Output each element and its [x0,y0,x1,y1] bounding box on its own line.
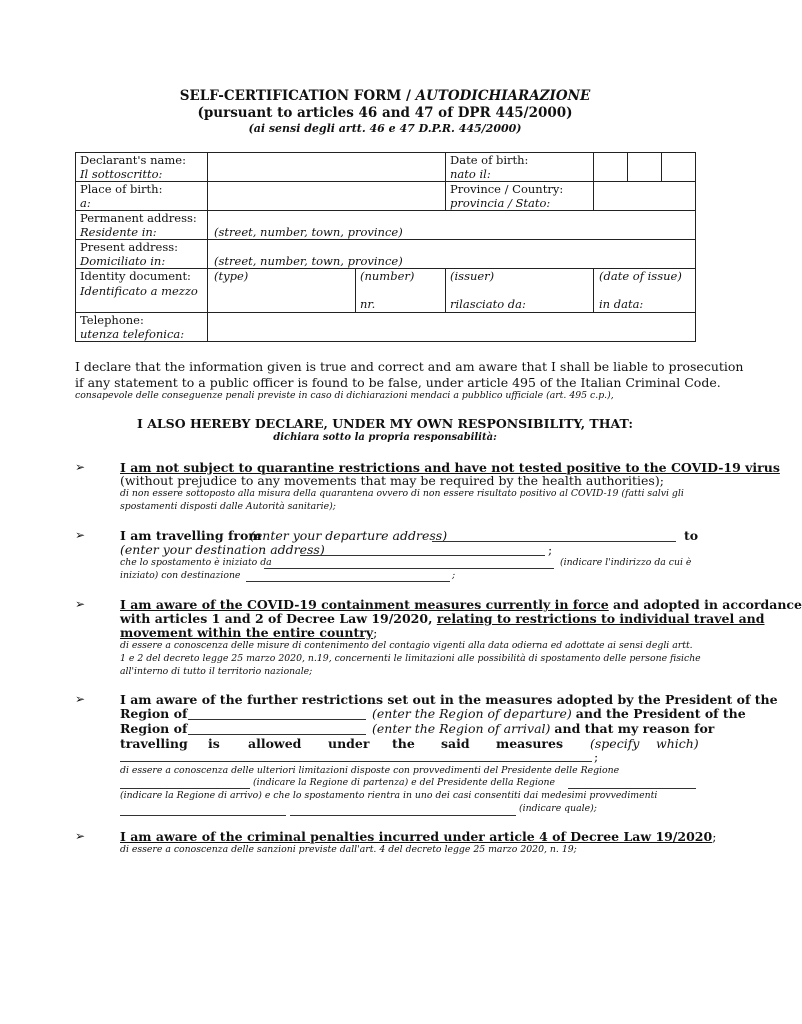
bullet5-it: di essere a conoscenza delle sanzioni previste dall'art. 4 del decreto legge 25 marzo 2020, n. 19; [120,844,577,855]
bullet3-line2 [120,611,765,626]
bullet4-it2: (indicare la Regione di partenza) e del Presidente della Regione [253,777,555,788]
bullet3-line1a: I am aware of the COVID-19 containment measures currently in force [120,597,609,612]
telephone-label: Telephone: [80,313,144,327]
bullet4-it1: di essere a conoscenza delle ulteriori limitazioni disposte con provvedimenti del Presidente delle Regione [120,765,620,776]
id-issuer-label-it: rilasciato da: [450,297,526,311]
bullet4-l3b [372,721,714,736]
id-date-field[interactable]: (date of issue) [599,269,682,283]
bullet4-l4g: measures [496,736,563,751]
departure-region-hint: (enter the Region of departure) [372,706,572,721]
id-number-field[interactable]: (number) [360,269,415,283]
pob-field[interactable] [208,182,444,209]
bullet-icon: ➢ [75,597,86,611]
bullet4-l3a: Region of [120,721,188,736]
bullet3-line3-end: ; [373,625,378,640]
bullet1-line2 [120,473,664,488]
bullet4-l2a: Region of [120,706,188,721]
bullet3-line3 [120,625,377,640]
bullet1-it2: spostamenti disposti dalle Autorità sanitarie); [120,501,336,512]
pob-label-it: a: [80,196,91,210]
pob-label: Place of birth: [80,182,163,196]
also-declare-heading-it: dichiara sotto la propria responsabilità: [273,432,497,443]
dob-year-field[interactable] [662,153,694,180]
bullet4-it3: (indicare la Regione di arrivo) e che lo spostamento rientra in uno dei casi consentiti dai medesimi provvedimenti [120,790,658,801]
declarant-label: Declarant's name: [80,153,186,167]
dob-label: Date of birth: [450,153,529,167]
declaration-italian: consapevole delle conseguenze penali previste in caso di dichiarazioni mendaci a pubblico ufficiale (art. 495 c.p.), [75,390,614,401]
bullet1-it1: di non essere sottoposto alla misura della quarantena ovvero di non essere risultato positivo al COVID-19 (fatti salvi gli [120,488,684,499]
permanent-address-hint[interactable]: (street, number, town, province) [214,225,403,239]
bullet5-line1 [120,829,716,844]
province-label-it: provincia / Stato: [450,196,551,210]
bullet4-l4b: is [208,736,220,751]
bullet4-l4f: said [441,736,470,751]
form-subtitle-italian: (ai sensi degli artt. 46 e 47 D.P.R. 445/2000) [248,122,522,135]
departure-address-it-field[interactable] [264,568,554,569]
travel-reason-field[interactable] [120,761,592,762]
also-declare-heading: I ALSO HEREBY DECLARE, UNDER MY OWN RESPONSIBILITY, THAT: [137,416,633,431]
bullet3-line2b: relating to restrictions to individual travel and [436,611,765,626]
departure-address-field[interactable] [432,541,676,542]
bullet4-l2c: and the President of the [575,706,746,721]
present-address-hint[interactable]: (street, number, town, province) [214,254,403,268]
id-document-label-it: Identificato a mezzo [80,284,198,298]
bullet3-it1: di essere a conoscenza delle misure di contenimento del contagio vigenti alla data odierna ed adottate ai sensi degli artt. [120,640,693,651]
form-subtitle: (pursuant to articles 46 and 47 of DPR 445/2000) [197,105,573,121]
bullet3-line1b: and adopted in accordance [608,597,802,612]
bullet4-l4i: which) [656,736,699,751]
title-main: SELF-CERTIFICATION FORM / [179,88,416,104]
declaration-line-1: I declare that the information given is true and correct and am aware that I shall be liable to prosecution [75,359,744,374]
departure-region-field[interactable] [188,719,366,720]
declarant-name-field[interactable] [208,153,444,180]
bullet5-line1-end: ; [712,829,717,844]
bullet2-it1-end: (indicare l'indirizzo da cui è [560,557,692,568]
dob-day-field[interactable] [594,153,626,180]
present-address-label-it: Domiciliato in: [80,254,166,268]
permanent-address-label: Permanent address: [80,211,197,225]
reason-it-field-a[interactable] [120,815,286,816]
bullet3-it3: all'interno di tutto il territorio nazionale; [120,666,313,677]
province-label: Province / Country: [450,182,564,196]
bullet2-semicolon: ; [548,542,553,557]
bullet1-line2-text: (without prejudice to any movements that may be required by the health authorities); [120,473,664,488]
telephone-label-it: utenza telefonica: [80,327,185,341]
id-date-label-it: in data: [599,297,644,311]
reason-it-field-b[interactable] [290,815,516,816]
bullet2-departure-hint: (enter your departure address) [250,528,448,543]
bullet2-it1: che lo spostamento è iniziato da [120,557,272,568]
arrival-region-it-field[interactable] [568,788,696,789]
bullet5-line1-text: I am aware of the criminal penalties incurred under article 4 of Decree Law 19/2020 [120,829,713,844]
bullet3-line1 [120,597,802,612]
declarant-label-it: Il sottoscritto: [80,167,163,181]
id-number-label-it: nr. [360,297,376,311]
id-type-field[interactable]: (type) [214,269,249,283]
bullet4-l4a: travelling [120,736,188,751]
bullet-icon: ➢ [75,528,86,542]
destination-address-it-field[interactable] [246,581,450,582]
destination-address-field[interactable] [300,555,545,556]
bullet3-line3-text: movement within the entire country [120,625,374,640]
bullet-icon: ➢ [75,460,86,474]
bullet2-it2-end: ; [452,570,456,581]
bullet4-l4h: (specify [590,736,640,751]
bullet2-destination-hint: (enter your destination address) [120,542,325,557]
bullet-icon: ➢ [75,829,86,843]
bullet-icon: ➢ [75,692,86,706]
bullet4-l5-end: ; [594,749,599,764]
bullet4-l4e: the [392,736,415,751]
bullet2-label: I am travelling from [120,528,262,543]
bullet1-line1: I am not subject to quarantine restrictions and have not tested positive to the COVID-19 virus [120,460,780,475]
id-document-label: Identity document: [80,269,191,283]
form-title [0,88,770,104]
declaration-line-2: if any statement to a public officer is found to be false, under article 495 of the Italian Criminal Code. [75,375,721,390]
telephone-field[interactable] [208,313,694,340]
bullet2-to: to [684,528,699,543]
bullet4-l4d: under [328,736,370,751]
dob-month-field[interactable] [628,153,660,180]
bullet3-line2a: with articles 1 and 2 of Decree Law 19/2020, [120,611,437,626]
province-field[interactable] [594,182,694,209]
bullet4-l3c: and that my reason for [554,721,715,736]
permanent-address-label-it: Residente in: [80,225,157,239]
bullet4-it4: (indicare quale); [519,803,597,814]
id-issuer-field[interactable]: (issuer) [450,269,495,283]
bullet4-l4c: allowed [248,736,302,751]
bullet3-it2: 1 e 2 del decreto legge 25 marzo 2020, n.19, concernenti le limitazioni alle possibilità di spostamento delle persone fisiche [120,653,701,664]
title-italian: AUTODICHIARAZIONE [415,88,591,104]
present-address-label: Present address: [80,240,178,254]
departure-region-it-field[interactable] [120,788,250,789]
bullet4-l2b [372,706,746,721]
dob-label-it: nato il: [450,167,491,181]
arrival-region-field[interactable] [188,734,366,735]
arrival-region-hint: (enter the Region of arrival) [372,721,551,736]
bullet2-it2: iniziato) con destinazione [120,570,241,581]
bullet4-line1: I am aware of the further restrictions set out in the measures adopted by the President of the [120,692,778,707]
